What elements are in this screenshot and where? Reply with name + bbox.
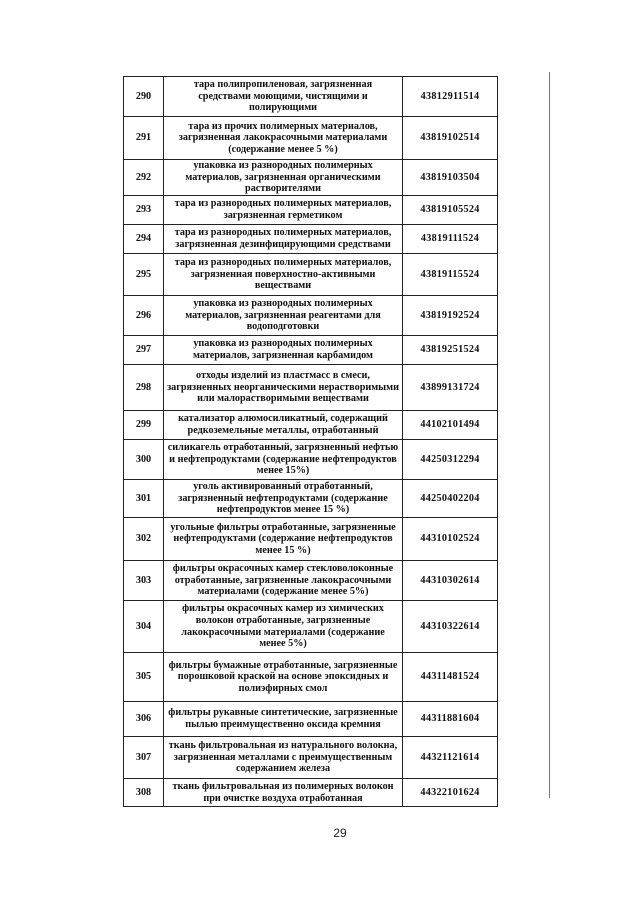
waste-description: упаковка из разнородных полимерных материалов, загрязненная реагентами для водоподготовки bbox=[164, 296, 403, 336]
waste-code: 44250312294 bbox=[403, 440, 498, 480]
row-number: 300 bbox=[124, 440, 164, 480]
waste-description: фильтры окрасочных камер стекловолоконные отработанные, загрязненные лакокрасочными материалами (содержание менее 5%) bbox=[164, 561, 403, 601]
waste-description: тара из разнородных полимерных материалов, загрязненная герметиком bbox=[164, 196, 403, 225]
table-row bbox=[124, 225, 498, 254]
waste-code: 43819103504 bbox=[403, 160, 498, 196]
waste-code: 43819192524 bbox=[403, 296, 498, 336]
table-row bbox=[124, 702, 498, 737]
row-number: 294 bbox=[124, 225, 164, 254]
table-row bbox=[124, 737, 498, 779]
row-number: 291 bbox=[124, 117, 164, 160]
waste-code: 43819115524 bbox=[403, 254, 498, 296]
table-row bbox=[124, 117, 498, 160]
row-number: 290 bbox=[124, 77, 164, 117]
waste-code: 43819111524 bbox=[403, 225, 498, 254]
row-number: 298 bbox=[124, 365, 164, 411]
table-row bbox=[124, 296, 498, 336]
waste-description: фильтры окрасочных камер из химических волокон отработанные, загрязненные лакокрасочными материалами (содержание менее 5%) bbox=[164, 601, 403, 653]
waste-code: 44310322614 bbox=[403, 601, 498, 653]
waste-description: ткань фильтровальная из натурального волокна, загрязненная металлами с преимущественным содержанием железа bbox=[164, 737, 403, 779]
waste-code: 44321121614 bbox=[403, 737, 498, 779]
row-number: 296 bbox=[124, 296, 164, 336]
waste-description: отходы изделий из пластмасс в смеси, загрязненных неорганическими нерастворимыми или малорастворимыми веществами bbox=[164, 365, 403, 411]
row-number: 306 bbox=[124, 702, 164, 737]
table-row bbox=[124, 336, 498, 365]
table-row bbox=[124, 779, 498, 807]
row-number: 302 bbox=[124, 518, 164, 561]
row-number: 292 bbox=[124, 160, 164, 196]
waste-description: силикагель отработанный, загрязненный нефтью и нефтепродуктами (содержание нефтепродуктов менее 15%) bbox=[164, 440, 403, 480]
waste-code: 44102101494 bbox=[403, 411, 498, 440]
waste-code: 44310302614 bbox=[403, 561, 498, 601]
row-number: 304 bbox=[124, 601, 164, 653]
waste-code: 44250402204 bbox=[403, 480, 498, 518]
table-row bbox=[124, 196, 498, 225]
waste-description: угольные фильтры отработанные, загрязненные нефтепродуктами (содержание нефтепродуктов менее 15 %) bbox=[164, 518, 403, 561]
row-number: 307 bbox=[124, 737, 164, 779]
table-row bbox=[124, 254, 498, 296]
table-row bbox=[124, 561, 498, 601]
waste-code: 43812911514 bbox=[403, 77, 498, 117]
page-number: 29 bbox=[333, 826, 347, 840]
waste-code: 44310102524 bbox=[403, 518, 498, 561]
waste-description: фильтры бумажные отработанные, загрязненные порошковой краской на основе эпоксидных и полиэфирных смол bbox=[164, 653, 403, 702]
table-row bbox=[124, 601, 498, 653]
waste-code: 43899131724 bbox=[403, 365, 498, 411]
waste-description: уголь активированный отработанный, загрязненный нефтепродуктами (содержание нефтепродуктов менее 15 %) bbox=[164, 480, 403, 518]
waste-description: катализатор алюмосиликатный, содержащий редкоземельные металлы, отработанный bbox=[164, 411, 403, 440]
row-number: 299 bbox=[124, 411, 164, 440]
table-row bbox=[124, 518, 498, 561]
row-number: 295 bbox=[124, 254, 164, 296]
row-number: 301 bbox=[124, 480, 164, 518]
waste-description: упаковка из разнородных полимерных материалов, загрязненная органическими растворителями bbox=[164, 160, 403, 196]
waste-description: тара из разнородных полимерных материалов, загрязненная дезинфицирующими средствами bbox=[164, 225, 403, 254]
row-number: 308 bbox=[124, 779, 164, 807]
waste-description: ткань фильтровальная из полимерных волокон при очистке воздуха отработанная bbox=[164, 779, 403, 807]
row-number: 303 bbox=[124, 561, 164, 601]
waste-description: тара из разнородных полимерных материалов, загрязненная поверхностно-активными веществами bbox=[164, 254, 403, 296]
row-number: 305 bbox=[124, 653, 164, 702]
table-row bbox=[124, 480, 498, 518]
waste-description: тара из прочих полимерных материалов, загрязненная лакокрасочными материалами (содержание менее 5 %) bbox=[164, 117, 403, 160]
table-row bbox=[124, 77, 498, 117]
table-row bbox=[124, 365, 498, 411]
row-number: 293 bbox=[124, 196, 164, 225]
waste-description: тара полипропиленовая, загрязненная средствами моющими, чистящими и полирующими bbox=[164, 77, 403, 117]
row-number: 297 bbox=[124, 336, 164, 365]
waste-code: 44311481524 bbox=[403, 653, 498, 702]
table-row bbox=[124, 411, 498, 440]
table-row bbox=[124, 653, 498, 702]
waste-description: упаковка из разнородных полимерных материалов, загрязненная карбамидом bbox=[164, 336, 403, 365]
table-row bbox=[124, 440, 498, 480]
waste-code: 44311881604 bbox=[403, 702, 498, 737]
waste-registry-table bbox=[123, 76, 498, 807]
table-row bbox=[124, 160, 498, 196]
waste-code: 43819251524 bbox=[403, 336, 498, 365]
waste-code: 43819105524 bbox=[403, 196, 498, 225]
waste-code: 43819102514 bbox=[403, 117, 498, 160]
waste-code: 44322101624 bbox=[403, 779, 498, 807]
margin-rule bbox=[549, 72, 550, 798]
waste-description: фильтры рукавные синтетические, загрязненные пылью преимущественно оксида кремния bbox=[164, 702, 403, 737]
